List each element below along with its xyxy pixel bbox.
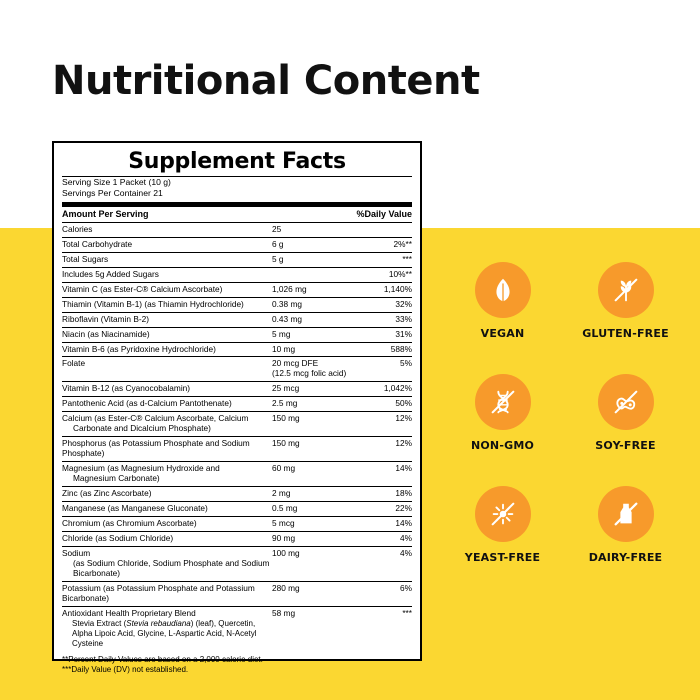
servings-per-container: Servings Per Container 21 bbox=[62, 188, 163, 199]
nutrient-daily-value: 32% bbox=[353, 297, 413, 312]
nutrient-daily-value: 14% bbox=[353, 516, 413, 531]
nutrient-name: Total Sugars bbox=[62, 252, 272, 267]
nutrient-daily-value: 14% bbox=[353, 462, 413, 487]
nutrient-amount: 2 mg bbox=[272, 487, 353, 502]
blend-amount: 58 mg bbox=[272, 607, 296, 618]
table-row bbox=[62, 546, 412, 581]
nutrient-amount: 25 bbox=[272, 222, 353, 237]
table-header-row bbox=[62, 207, 412, 222]
badge-vegan bbox=[446, 262, 559, 340]
nutrient-daily-value: 4% bbox=[353, 531, 413, 546]
soybean-slash-icon bbox=[598, 374, 654, 430]
spacer-cell bbox=[272, 207, 353, 222]
table-row bbox=[62, 531, 412, 546]
badge-label: VEGAN bbox=[480, 327, 525, 340]
nutrient-name: Vitamin B-6 (as Pyridoxine Hydrochloride) bbox=[62, 342, 272, 357]
nutrient-daily-value: 1,042% bbox=[353, 382, 413, 397]
nutrient-daily-value: 1,140% bbox=[353, 282, 413, 297]
page-title: Nutritional Content bbox=[52, 58, 480, 104]
table-row bbox=[62, 382, 412, 397]
table-row bbox=[62, 297, 412, 312]
daily-value-label: %Daily Value bbox=[353, 207, 413, 222]
nutrient-amount: 1,026 mg bbox=[272, 282, 353, 297]
nutrient-amount: 25 mcg bbox=[272, 382, 353, 397]
table-row bbox=[62, 312, 412, 327]
panel-title: Supplement Facts bbox=[128, 149, 346, 174]
table-row bbox=[62, 397, 412, 412]
nutrient-daily-value: 10%** bbox=[353, 267, 413, 282]
nutrient-name: Riboflavin (Vitamin B-2) bbox=[62, 312, 272, 327]
badge-label: DAIRY-FREE bbox=[588, 551, 663, 564]
nutrient-name: Chloride (as Sodium Chloride) bbox=[62, 531, 272, 546]
nutrient-amount: 5 mcg bbox=[272, 516, 353, 531]
nutrient-amount: 2.5 mg bbox=[272, 397, 353, 412]
nutrient-name: Chromium (as Chromium Ascorbate) bbox=[62, 516, 272, 531]
footnote-1: **Percent Daily Values are based on a 2,000 calorie diet. bbox=[62, 654, 263, 664]
nutrient-daily-value: 18% bbox=[353, 487, 413, 502]
nutrient-daily-value: 12% bbox=[353, 437, 413, 462]
nutrient-daily-value: 5% bbox=[353, 357, 413, 382]
table-row bbox=[62, 437, 412, 462]
nutrient-amount: 5 g bbox=[272, 252, 353, 267]
badge-label: SOY-FREE bbox=[595, 439, 656, 452]
footnote-2: ***Daily Value (DV) not established. bbox=[62, 665, 189, 675]
nutrient-amount: 60 mg bbox=[272, 462, 353, 487]
nutrient-name: Manganese (as Manganese Gluconate) bbox=[62, 501, 272, 516]
nutrient-daily-value: 588% bbox=[353, 342, 413, 357]
proprietary-blend-row bbox=[62, 606, 412, 650]
nutrient-daily-value: 22% bbox=[353, 501, 413, 516]
table-row bbox=[62, 357, 412, 382]
badge-yeast-free bbox=[446, 486, 559, 564]
badge-label: YEAST-FREE bbox=[464, 551, 541, 564]
nutrient-daily-value: 50% bbox=[353, 397, 413, 412]
nutrient-name: Calories bbox=[62, 222, 272, 237]
nutrient-amount: 20 mcg DFE (12.5 mcg folic acid) bbox=[272, 357, 353, 382]
table-row bbox=[62, 581, 412, 606]
nutrient-daily-value: 12% bbox=[353, 412, 413, 437]
table-row bbox=[62, 487, 412, 502]
table-row bbox=[62, 501, 412, 516]
badge-label: NON-GMO bbox=[470, 439, 535, 452]
nutrient-amount: 280 mg bbox=[272, 581, 353, 606]
nutrient-daily-value: 2%** bbox=[353, 237, 413, 252]
badge-gluten-free bbox=[569, 262, 682, 340]
nutrient-amount: 0.5 mg bbox=[272, 501, 353, 516]
nutrient-daily-value bbox=[353, 222, 413, 237]
nutrient-name: Potassium (as Potassium Phosphate and Potassium Bicarbonate) bbox=[62, 581, 272, 606]
leaf-icon bbox=[475, 262, 531, 318]
table-row bbox=[62, 462, 412, 487]
table-row bbox=[62, 516, 412, 531]
nutrient-name: Sodium (as Sodium Chloride, Sodium Phosphate and Sodium Bicarbonate) bbox=[62, 546, 272, 581]
nutrient-name: Includes 5g Added Sugars bbox=[62, 267, 272, 282]
table-row bbox=[62, 282, 412, 297]
nutrient-amount: 150 mg bbox=[272, 437, 353, 462]
badge-grid bbox=[446, 262, 682, 564]
amount-per-serving-label: Amount Per Serving bbox=[62, 207, 272, 222]
badge-non-gmo bbox=[446, 374, 559, 452]
nutrient-name: Magnesium (as Magnesium Hydroxide and Magnesium Carbonate) bbox=[62, 462, 272, 487]
milk-bottle-slash-icon bbox=[598, 486, 654, 542]
table-row bbox=[62, 252, 412, 267]
nutrient-daily-value: 4% bbox=[353, 546, 413, 581]
nutrient-name: Thiamin (Vitamin B-1) (as Thiamin Hydrochloride) bbox=[62, 297, 272, 312]
nutrient-amount: 0.38 mg bbox=[272, 297, 353, 312]
table-row bbox=[62, 222, 412, 237]
serving-size: Serving Size 1 Packet (10 g) bbox=[62, 177, 171, 188]
nutrient-name: Calcium (as Ester-C® Calcium Ascorbate, Calcium Carbonate and Dicalcium Phosphate) bbox=[62, 412, 272, 437]
nutrient-daily-value: *** bbox=[353, 252, 413, 267]
blend-name: Antioxidant Health Proprietary Blend Stevia Extract (Stevia rebaudiana) (leaf), Quercetin, Alpha Lipoic Acid, Glycine, L-Aspartic Acid, N-Acetyl Cysteine bbox=[62, 607, 257, 648]
badge-soy-free bbox=[569, 374, 682, 452]
supplement-facts-panel bbox=[52, 141, 422, 675]
nutrient-amount: 10 mg bbox=[272, 342, 353, 357]
nutrient-name: Total Carbohydrate bbox=[62, 237, 272, 252]
dna-slash-icon bbox=[475, 374, 531, 430]
table-row bbox=[62, 412, 412, 437]
nutrient-daily-value: 33% bbox=[353, 312, 413, 327]
footnotes bbox=[62, 655, 412, 677]
table-row bbox=[62, 237, 412, 252]
nutrient-name: Folate bbox=[62, 357, 272, 382]
nutrient-daily-value: 31% bbox=[353, 327, 413, 342]
wheat-slash-icon bbox=[598, 262, 654, 318]
nutrient-name: Phosphorus (as Potassium Phosphate and Sodium Phosphate) bbox=[62, 437, 272, 462]
facts-table bbox=[62, 207, 412, 650]
nutrient-amount: 90 mg bbox=[272, 531, 353, 546]
nutrient-name: Niacin (as Niacinamide) bbox=[62, 327, 272, 342]
table-row bbox=[62, 342, 412, 357]
nutrient-amount: 150 mg bbox=[272, 412, 353, 437]
blend-daily-value: *** bbox=[402, 607, 412, 618]
yeast-slash-icon bbox=[475, 486, 531, 542]
badge-dairy-free bbox=[569, 486, 682, 564]
badge-label: GLUTEN-FREE bbox=[582, 327, 669, 340]
nutrient-amount: 6 g bbox=[272, 237, 353, 252]
nutrient-amount bbox=[272, 267, 353, 282]
nutrient-amount: 0.43 mg bbox=[272, 312, 353, 327]
nutrient-name: Vitamin B-12 (as Cyanocobalamin) bbox=[62, 382, 272, 397]
nutrient-amount: 100 mg bbox=[272, 546, 353, 581]
nutrient-daily-value: 6% bbox=[353, 581, 413, 606]
table-row bbox=[62, 267, 412, 282]
table-row bbox=[62, 327, 412, 342]
nutrient-amount: 5 mg bbox=[272, 327, 353, 342]
nutrient-name: Pantothenic Acid (as d-Calcium Pantothenate) bbox=[62, 397, 272, 412]
nutrient-name: Zinc (as Zinc Ascorbate) bbox=[62, 487, 272, 502]
nutrient-name: Vitamin C (as Ester-C® Calcium Ascorbate) bbox=[62, 282, 272, 297]
